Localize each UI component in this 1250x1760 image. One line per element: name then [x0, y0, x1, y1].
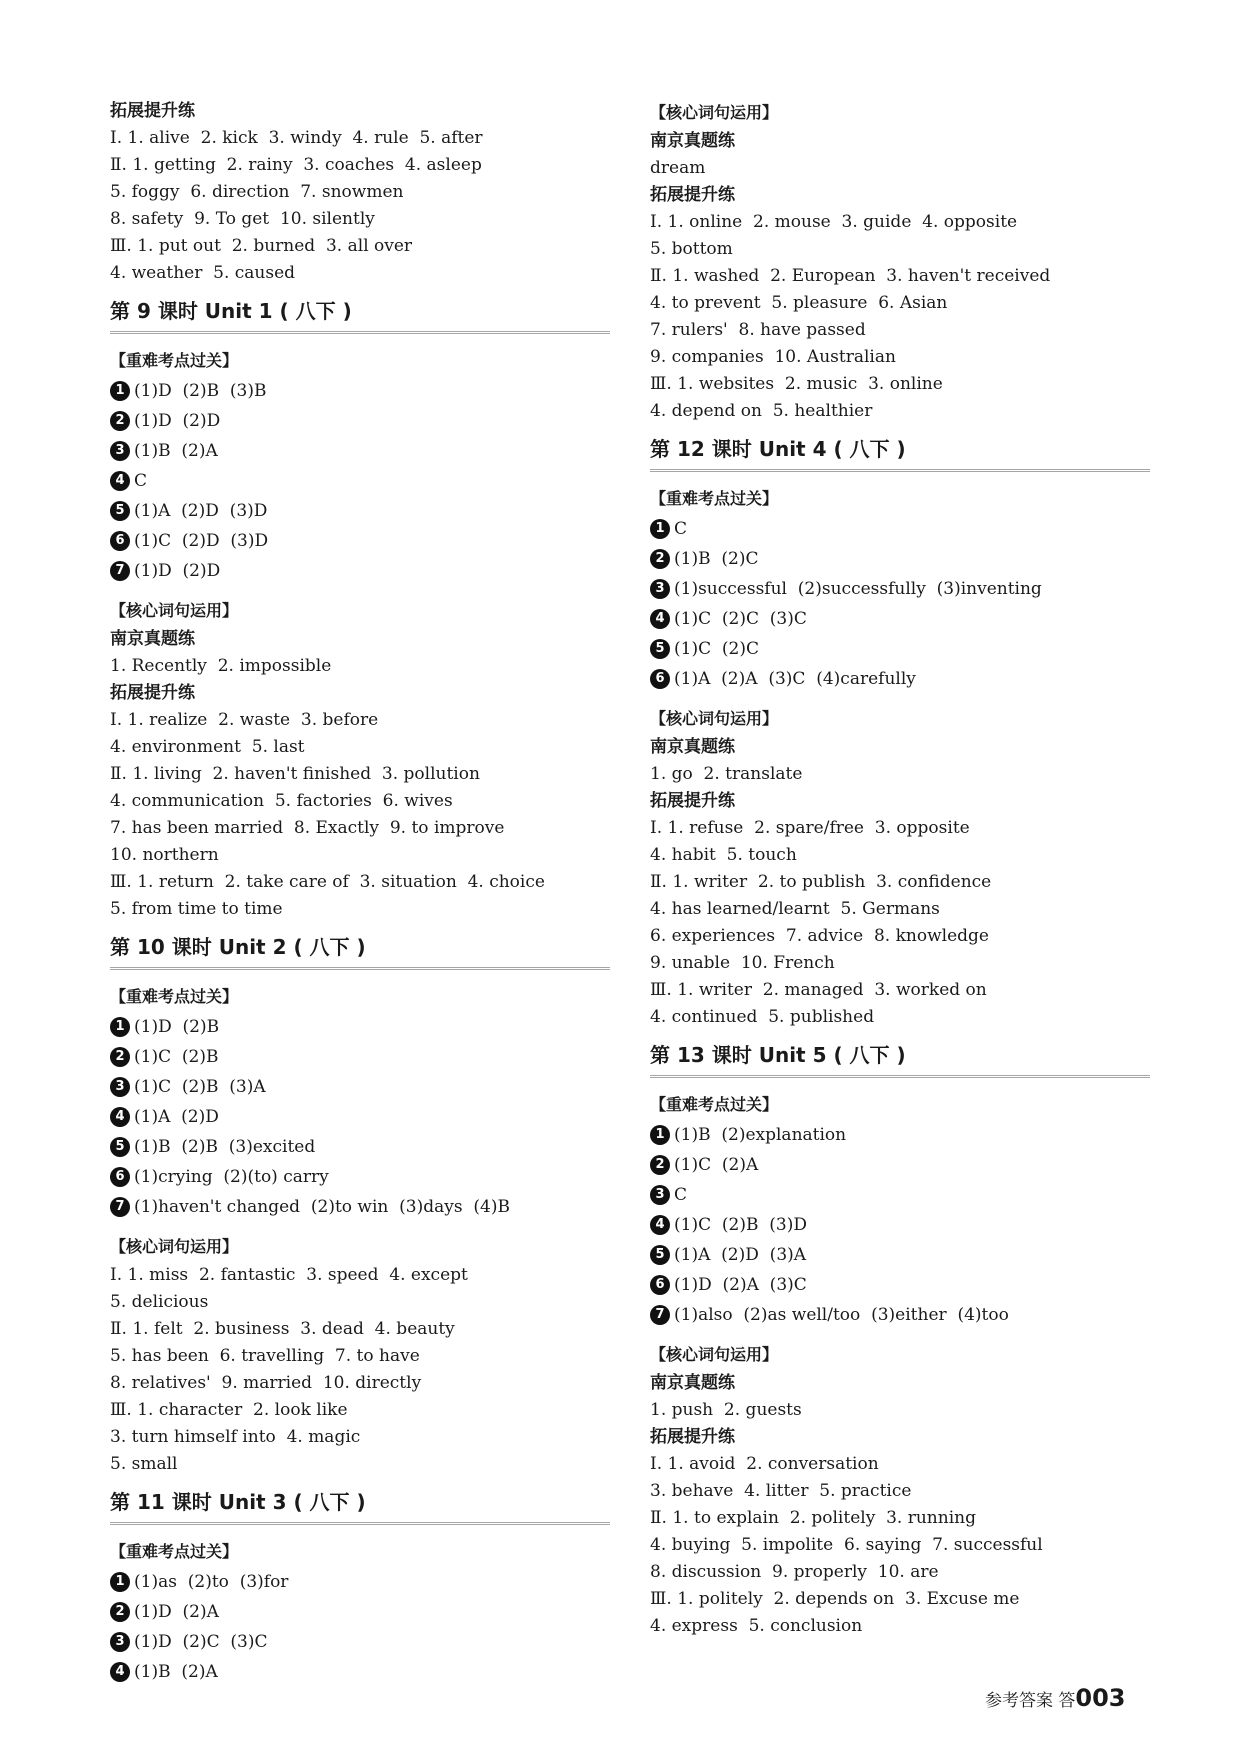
chapter-heading	[650, 1041, 1150, 1078]
page-footer	[985, 1683, 1126, 1713]
answer-line: Ⅲ. 1. websites 2. music 3. online	[650, 374, 943, 394]
answer-line: 1. go 2. translate	[650, 764, 803, 784]
number-badge: 4	[110, 471, 130, 491]
key-point-row	[110, 556, 610, 586]
key-point-answers: (1)C (2)B (3)A	[134, 1077, 266, 1097]
key-point-answers: (1)D (2)A (3)C	[674, 1275, 807, 1295]
key-point-row	[110, 376, 610, 406]
key-point-answers: (1)B (2)B (3)excited	[134, 1137, 316, 1157]
answer-line: Ⅲ. 1. writer 2. managed 3. worked on	[650, 980, 987, 1000]
answer-line: Ⅰ. 1. alive 2. kick 3. windy 4. rule 5. after	[110, 128, 483, 148]
subsection-title: 南京真题练	[110, 629, 195, 649]
answer-line: 7. has been married 8. Exactly 9. to improve	[110, 818, 505, 838]
answer-line: 9. companies 10. Australian	[650, 347, 896, 367]
key-point-row	[650, 514, 1150, 544]
key-point-row	[110, 1627, 610, 1657]
section-title: 【重难考点过关】	[110, 351, 239, 370]
key-point-answers: (1)A (2)D (3)A	[674, 1245, 807, 1265]
answer-line: Ⅲ. 1. politely 2. depends on 3. Excuse me	[650, 1589, 1020, 1609]
answer-line: 7. rulers' 8. have passed	[650, 320, 866, 340]
answer-line: 1. Recently 2. impossible	[110, 656, 332, 676]
answer-line: 6. experiences 7. advice 8. knowledge	[650, 926, 989, 946]
key-point-row	[650, 544, 1150, 574]
answer-line: 5. has been 6. travelling 7. to have	[110, 1346, 420, 1366]
subsection-title: 拓展提升练	[650, 185, 735, 205]
answer-line: 4. continued 5. published	[650, 1007, 875, 1027]
key-point-row	[110, 1657, 610, 1687]
chapter-title: 第 10 课时 Unit 2 ( 八下 )	[110, 935, 366, 959]
chapter-title: 第 13 课时 Unit 5 ( 八下 )	[650, 1043, 906, 1067]
key-point-row	[110, 1042, 610, 1072]
answer-line: 5. bottom	[650, 239, 733, 259]
section-title: 【核心词句运用】	[650, 103, 779, 122]
key-point-answers: (1)C (2)B	[134, 1047, 219, 1067]
footer-label: 参考答案 答	[985, 1691, 1076, 1711]
subsection-title: 南京真题练	[650, 1373, 735, 1393]
key-point-answers: (1)C (2)A	[674, 1155, 759, 1175]
key-point-answers: (1)crying (2)(to) carry	[134, 1167, 329, 1187]
key-point-answers: (1)B (2)A	[134, 1662, 218, 1682]
answer-line: Ⅰ. 1. online 2. mouse 3. guide 4. opposite	[650, 212, 1018, 232]
key-point-answers: (1)D (2)D	[134, 561, 221, 581]
chapter-heading	[110, 933, 610, 970]
key-point-answers: (1)D (2)A	[134, 1602, 219, 1622]
number-badge: 7	[110, 1197, 130, 1217]
answer-line: 4. habit 5. touch	[650, 845, 797, 865]
number-badge: 1	[110, 1572, 130, 1592]
answer-line: Ⅱ. 1. living 2. haven't finished 3. pollution	[110, 764, 480, 784]
chapter-title: 第 12 课时 Unit 4 ( 八下 )	[650, 437, 906, 461]
key-point-answers: C	[674, 1185, 688, 1205]
answer-line: 4. weather 5. caused	[110, 263, 296, 283]
key-point-row	[650, 664, 1150, 694]
answer-line: Ⅱ. 1. felt 2. business 3. dead 4. beauty	[110, 1319, 455, 1339]
subsection-title: 南京真题练	[650, 737, 735, 757]
key-point-answers: (1)haven't changed (2)to win (3)days (4)B	[134, 1197, 510, 1217]
answer-line: 4. to prevent 5. pleasure 6. Asian	[650, 293, 948, 313]
key-point-answers: (1)A (2)A (3)C (4)carefully	[674, 669, 916, 689]
key-point-row	[650, 1240, 1150, 1270]
number-badge: 1	[650, 519, 670, 539]
section-title: 【核心词句运用】	[110, 601, 239, 620]
key-point-row	[110, 526, 610, 556]
key-point-answers: (1)D (2)B (3)B	[134, 381, 267, 401]
answer-line: 10. northern	[110, 845, 219, 865]
key-point-row	[650, 1180, 1150, 1210]
key-point-answers: (1)also (2)as well/too (3)either (4)too	[674, 1305, 1009, 1325]
chapter-title: 第 11 课时 Unit 3 ( 八下 )	[110, 1490, 366, 1514]
key-point-row	[110, 1012, 610, 1042]
answer-line: 3. turn himself into 4. magic	[110, 1427, 361, 1447]
answer-line: 5. small	[110, 1454, 178, 1474]
key-point-row	[110, 1192, 610, 1222]
answer-line: dream	[650, 158, 706, 178]
answer-line: 8. safety 9. To get 10. silently	[110, 209, 375, 229]
answer-line: 8. relatives' 9. married 10. directly	[110, 1373, 422, 1393]
number-badge: 1	[650, 1125, 670, 1145]
number-badge: 6	[110, 531, 130, 551]
subsection-title: 南京真题练	[650, 131, 735, 151]
key-point-row	[650, 1210, 1150, 1240]
left-column	[110, 98, 610, 1687]
number-badge: 4	[650, 1215, 670, 1235]
number-badge: 3	[110, 1632, 130, 1652]
number-badge: 1	[110, 1017, 130, 1037]
number-badge: 2	[650, 1155, 670, 1175]
key-point-row	[110, 436, 610, 466]
number-badge: 5	[110, 501, 130, 521]
number-badge: 2	[650, 549, 670, 569]
number-badge: 4	[110, 1662, 130, 1682]
key-point-row	[110, 466, 610, 496]
answer-line: 4. has learned/learnt 5. Germans	[650, 899, 940, 919]
section-title: 【核心词句运用】	[110, 1237, 239, 1256]
number-badge: 3	[110, 1077, 130, 1097]
subsection-title: 拓展提升练	[650, 1427, 735, 1447]
section-title: 【重难考点过关】	[110, 987, 239, 1006]
answer-line: 3. behave 4. litter 5. practice	[650, 1481, 912, 1501]
answer-line: Ⅲ. 1. character 2. look like	[110, 1400, 348, 1420]
key-point-answers: (1)B (2)A	[134, 441, 218, 461]
key-point-row	[650, 1300, 1150, 1330]
number-badge: 2	[110, 411, 130, 431]
answer-line: Ⅱ. 1. washed 2. European 3. haven't received	[650, 266, 1051, 286]
answer-line: 4. express 5. conclusion	[650, 1616, 863, 1636]
subsection-title: 拓展提升练	[110, 101, 195, 121]
right-column	[650, 98, 1150, 1640]
answer-line: 5. foggy 6. direction 7. snowmen	[110, 182, 404, 202]
number-badge: 7	[650, 1305, 670, 1325]
number-badge: 6	[110, 1167, 130, 1187]
key-point-row	[110, 1597, 610, 1627]
key-point-answers: (1)successful (2)successfully (3)inventing	[674, 579, 1042, 599]
number-badge: 5	[650, 1245, 670, 1265]
key-point-answers: (1)A (2)D	[134, 1107, 219, 1127]
answer-line: Ⅱ. 1. to explain 2. politely 3. running	[650, 1508, 976, 1528]
answer-line: 4. communication 5. factories 6. wives	[110, 791, 453, 811]
key-point-row	[650, 574, 1150, 604]
subsection-title: 拓展提升练	[110, 683, 195, 703]
answer-line: Ⅲ. 1. return 2. take care of 3. situation 4. choice	[110, 872, 545, 892]
key-point-answers: (1)D (2)D	[134, 411, 221, 431]
subsection-title: 拓展提升练	[650, 791, 735, 811]
answer-line: Ⅲ. 1. put out 2. burned 3. all over	[110, 236, 413, 256]
key-point-answers: (1)B (2)explanation	[674, 1125, 847, 1145]
number-badge: 6	[650, 669, 670, 689]
key-point-row	[110, 1072, 610, 1102]
section-title: 【重难考点过关】	[650, 1095, 779, 1114]
number-badge: 3	[650, 579, 670, 599]
answer-line: Ⅰ. 1. avoid 2. conversation	[650, 1454, 879, 1474]
chapter-heading	[650, 435, 1150, 472]
answer-line: 5. delicious	[110, 1292, 209, 1312]
number-badge: 6	[650, 1275, 670, 1295]
number-badge: 5	[650, 639, 670, 659]
section-title: 【核心词句运用】	[650, 709, 779, 728]
chapter-title: 第 9 课时 Unit 1 ( 八下 )	[110, 299, 352, 323]
number-badge: 4	[110, 1107, 130, 1127]
key-point-row	[650, 1270, 1150, 1300]
section-title: 【重难考点过关】	[650, 489, 779, 508]
key-point-answers: (1)C (2)C (3)C	[674, 609, 807, 629]
key-point-row	[110, 1162, 610, 1192]
number-badge: 1	[110, 381, 130, 401]
chapter-heading	[110, 297, 610, 334]
number-badge: 2	[110, 1047, 130, 1067]
key-point-answers: C	[674, 519, 688, 539]
answer-line: Ⅱ. 1. writer 2. to publish 3. confidence	[650, 872, 992, 892]
key-point-answers: (1)C (2)B (3)D	[674, 1215, 807, 1235]
key-point-row	[110, 406, 610, 436]
key-point-answers: (1)C (2)C	[674, 639, 759, 659]
key-point-answers: (1)A (2)D (3)D	[134, 501, 268, 521]
key-point-answers: (1)as (2)to (3)for	[134, 1572, 289, 1592]
answer-line: 4. buying 5. impolite 6. saying 7. successful	[650, 1535, 1043, 1555]
key-point-answers: (1)D (2)B	[134, 1017, 220, 1037]
key-point-row	[650, 604, 1150, 634]
answer-line: 1. push 2. guests	[650, 1400, 802, 1420]
key-point-answers: (1)D (2)C (3)C	[134, 1632, 268, 1652]
answer-line: 8. discussion 9. properly 10. are	[650, 1562, 939, 1582]
page-number: 003	[1075, 1684, 1126, 1712]
answer-line: 4. depend on 5. healthier	[650, 401, 873, 421]
section-title: 【重难考点过关】	[110, 1542, 239, 1561]
number-badge: 3	[650, 1185, 670, 1205]
chapter-heading	[110, 1488, 610, 1525]
key-point-row	[110, 1132, 610, 1162]
key-point-row	[650, 634, 1150, 664]
number-badge: 7	[110, 561, 130, 581]
number-badge: 3	[110, 441, 130, 461]
answer-line: Ⅱ. 1. getting 2. rainy 3. coaches 4. asleep	[110, 155, 482, 175]
answer-line: Ⅰ. 1. miss 2. fantastic 3. speed 4. except	[110, 1265, 468, 1285]
key-point-answers: (1)C (2)D (3)D	[134, 531, 269, 551]
key-point-answers: C	[134, 471, 148, 491]
answer-line: Ⅰ. 1. realize 2. waste 3. before	[110, 710, 379, 730]
answer-line: Ⅰ. 1. refuse 2. spare/free 3. opposite	[650, 818, 970, 838]
number-badge: 4	[650, 609, 670, 629]
key-point-row	[110, 496, 610, 526]
section-title: 【核心词句运用】	[650, 1345, 779, 1364]
answer-line: 4. environment 5. last	[110, 737, 305, 757]
key-point-row	[650, 1150, 1150, 1180]
number-badge: 5	[110, 1137, 130, 1157]
key-point-row	[110, 1102, 610, 1132]
answer-line: 5. from time to time	[110, 899, 283, 919]
key-point-row	[650, 1120, 1150, 1150]
key-point-row	[110, 1567, 610, 1597]
answer-line: 9. unable 10. French	[650, 953, 835, 973]
number-badge: 2	[110, 1602, 130, 1622]
key-point-answers: (1)B (2)C	[674, 549, 759, 569]
